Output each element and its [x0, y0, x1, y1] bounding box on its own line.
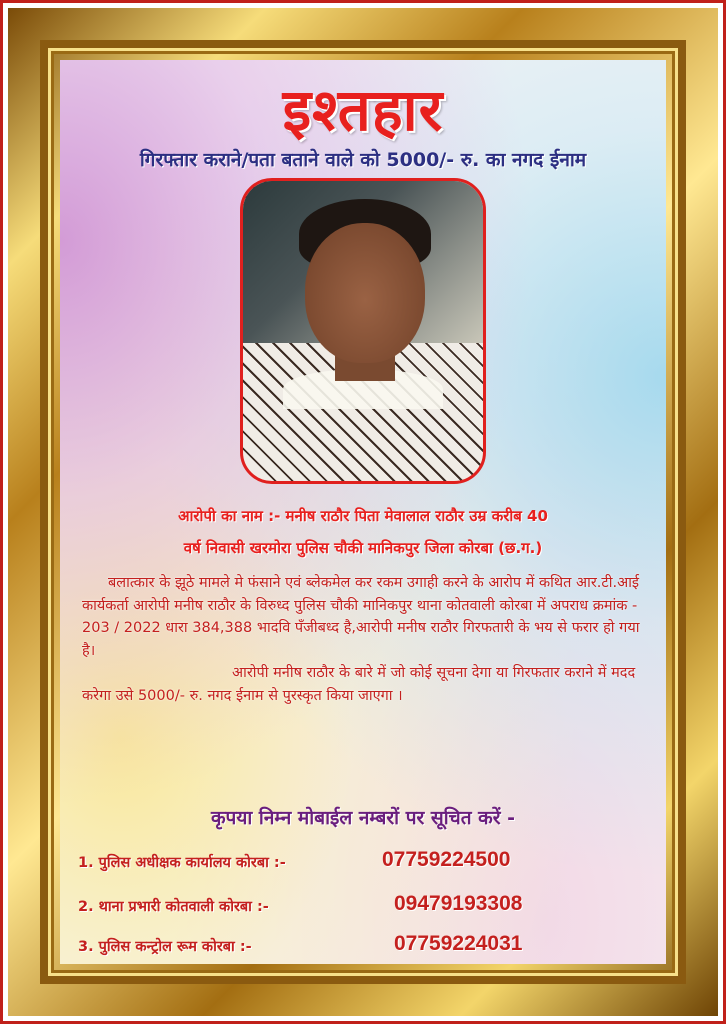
case-paragraph-1: बलात्कार के झूठे मामले मे फंसाने एवं ब्लेकमेल कर रकम उगाही करने के आरोप में कथित आर.टी.आई कार्यकर्ता आरोपी मनीष राठौर के विरुध्द पुलिस चौकी मानिकपुर थाना कोतवाली कोरबा में अपराध क्रमांक - 203 / 2022 धारा 384,388 भादवि पँजीबध्द है,आरोपी मनीष राठौर गिरफतारी के भय से फरार हो गया है।: [82, 575, 640, 659]
accused-photo: [240, 178, 486, 484]
contact-label-2: 2. थाना प्रभारी कोतवाली कोरबा :-: [78, 899, 269, 915]
contact-number-1[interactable]: 07759224500: [382, 848, 511, 871]
accused-details: [60, 500, 666, 564]
contact-label-1: 1. पुलिस अधीक्षक कार्यालय कोरबा :-: [78, 855, 286, 871]
contact-number-3[interactable]: 07759224031: [394, 932, 523, 955]
poster-title: इश्तहार: [282, 76, 444, 144]
contact-heading: कृपया निम्न मोबाईल नम्बरों पर सूचित करें -: [210, 807, 516, 829]
reward-subtitle: गिरफ्तार कराने/पता बताने वाले को 5000/- रु. का नगद ईनाम: [139, 149, 587, 171]
poster-panel: [60, 60, 666, 964]
contact-row-2: [78, 892, 523, 916]
contact-label-3: 3. पुलिस कन्ट्रोल रूम कोरबा :-: [78, 939, 252, 955]
case-paragraph-2: आरोपी मनीष राठौर के बारे में जो कोई सूचना देगा या गिरफतार कराने में मदद करेगा उसे 5000/- रु. नगद ईनाम से पुरस्कृत किया जाएगा ।: [82, 665, 636, 704]
accused-line-1: आरोपी का नाम :- मनीष राठौर पिता मेवालाल राठौर उम्र करीब 40: [178, 507, 548, 525]
case-description: [82, 572, 652, 707]
contact-row-1: [78, 848, 511, 872]
contact-number-2[interactable]: 09479193308: [394, 892, 523, 915]
accused-line-2: वर्ष निवासी खरमोरा पुलिस चौकी मानिकपुर जिला कोरबा (छ.ग.): [183, 539, 543, 557]
face: [305, 223, 425, 363]
contact-row-3: [78, 932, 523, 956]
